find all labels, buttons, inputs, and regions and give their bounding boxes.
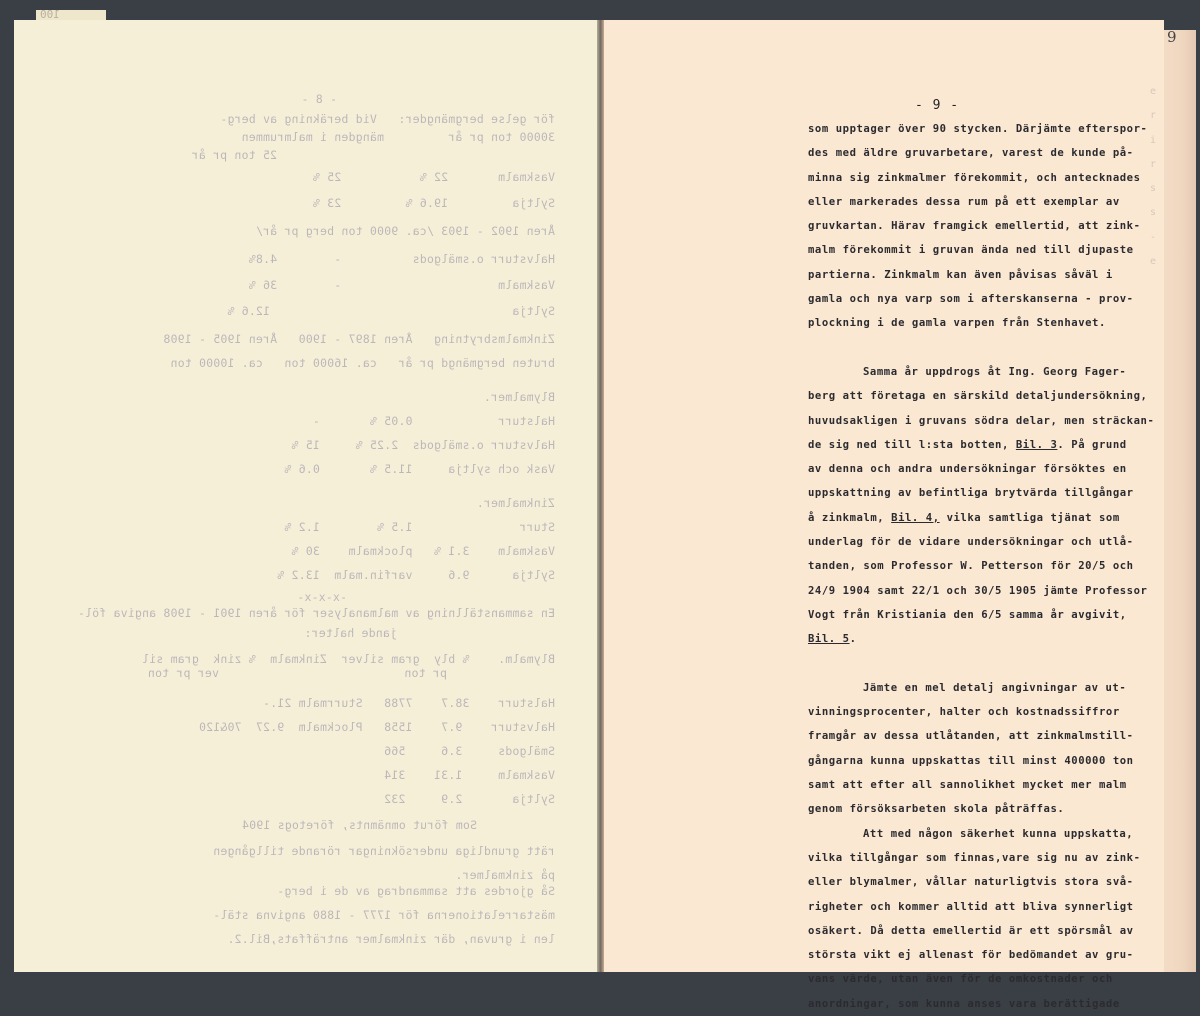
text-line <box>808 433 1148 457</box>
text-line: Vogt från Kristiania den 6/5 samma år avgivit, <box>808 608 1127 621</box>
book-gutter <box>597 20 604 972</box>
text-line: partierna. Zinkmalm kan även påvisas såväl i <box>808 268 1113 281</box>
left-corner-note: 100 <box>40 8 60 21</box>
text-span: . På grund <box>1057 438 1127 451</box>
appendix-reference: Bil. 4, <box>891 511 940 524</box>
text-line: anordningar, som kunna anses vara berättigade <box>808 997 1120 1010</box>
text-line: av denna och andra undersökningar försöktes en <box>808 463 1127 476</box>
bleed-through-text: - 8 - för gelse bergmängder: Vid beräkning av berg- 30000 ton pr år mängden i malmrummen 25 ton pr år Vaskmalm 22 % 25 % Syltja 19.6 % 23 % Åren 1902 - 1903 /ca. 9000 ton berg pr år/ Halvsturr o.smälgods - 4.8% Vaskmalm - 36 % Syltja 12.6 % Zinkmalmsbrytning Åren 1897 - 1900 Åren 1905 - 1908 bruten bergmängd pr år ca. 16000 ton ca. 10000 ton Blymalmer. Halsturr 0.05 % - Halvsturr o.smälgods 2.25 % 15 % Vask och syltja 11.5 % 0.6 % Zinkmalmer. Sturr 1.5 % 1.2 % Vaskmalm 3.1 % plockmalm 30 % Syltja 9.6 varfin.malm 13.2 % -x-x-x- En sammanställning av malmanalyser för åren 1901 - 1908 angiva föl- jande halter: Blymalm. % bly gram silver Zinkmalm % zink gram sil pr ton ver pr ton Halsturr 38.7 7788 Sturrmalm 21.- Halvsturr 9.7 1558 Plockmalm 9.27 70&120 Smälgods 3.6 566 Vaskmalm 1.31 314 Syltja 2.9 232 Som förut omnämnts, företogs 1904 rätt grundliga undersökningar rörande tillgången på zinkmalmer. Så gjordes att sammandrag av de i berg- mästarrelationerna för 1777 - 1880 angivna stäl- len i gruvan, där zinkmalmer anträffats,Bil.2. <box>77 92 555 946</box>
text-line: gamla och nya varp som i afterskanserna - prov- <box>808 293 1134 306</box>
right-edge-bleed: e r i r s s - e <box>1150 86 1157 268</box>
text-line: plockning i de gamla varpen från Stenhavet. <box>808 317 1106 330</box>
text-line: gruvkartan. Härav framgick emellertid, att zink- <box>808 220 1141 233</box>
text-line: malm förekommit i gruvan ända ned till djupaste <box>808 244 1134 257</box>
text-line <box>808 627 1148 651</box>
page-number: - 9 - <box>915 98 960 113</box>
text-span: de sig ned till l:sta botten, <box>808 438 1016 451</box>
text-span: . <box>849 633 857 646</box>
text-line: framgår av dessa utlåtanden, att zinkmalmstill- <box>808 730 1134 743</box>
text-line: uppskattning av befintliga brytvärda tillgångar <box>808 487 1134 500</box>
text-line: eller blymalmer, vållar naturligtvis stora svå- <box>808 876 1134 889</box>
text-line: vilka tillgångar som finnas,vare sig nu av zink- <box>808 851 1141 864</box>
text-line: righeter och kommer alltid att bliva synnerligt <box>808 900 1134 913</box>
text-line: genom försöksarbeten skola påträffas. <box>808 803 1065 816</box>
text-span: vilka samtliga tjänat som <box>939 511 1120 524</box>
text-line: gångarna kunna uppskattas till minst 400000 ton <box>808 754 1134 767</box>
text-line: des med äldre gruvarbetare, varest de kunde på- <box>808 147 1134 160</box>
text-line: osäkert. Då detta emellertid är ett spörsmål av <box>808 924 1134 937</box>
text-line: Samma år uppdrogs åt Ing. Georg Fager- <box>863 365 1127 378</box>
text-line: underlag för de vidare undersökningar och utlå- <box>808 536 1134 549</box>
text-line: samt att efter all sannolikhet mycket mer malm <box>808 779 1127 792</box>
text-line <box>808 506 1148 530</box>
text-line: huvudsakligen i gruvans södra delar, men sträckan- <box>808 414 1155 427</box>
text-line: eller markerades dessa rum på ett exemplar av <box>808 195 1120 208</box>
page-corner-note: 9 <box>1167 28 1177 46</box>
text-line: 24/9 1904 samt 22/1 och 30/5 1905 jämte Professor <box>808 584 1148 597</box>
text-line: största vikt ej allenast för bedömandet av gru- <box>808 949 1134 962</box>
text-line: Jämte en mel detalj angivningar av ut- <box>863 681 1127 694</box>
text-line: Att med någon säkerhet kunna uppskatta, <box>863 827 1134 840</box>
appendix-reference: Bil. 5 <box>808 633 850 646</box>
text-line: tanden, som Professor W. Petterson för 20/5 och <box>808 560 1134 573</box>
text-span: å zinkmalm, <box>808 511 892 524</box>
text-line: minna sig zinkmalmer förekommit, och antecknades <box>808 171 1141 184</box>
text-line: som upptager över 90 stycken. Därjämte efterspor- <box>808 123 1148 135</box>
text-line: berg att företaga en särskild detaljundersökning, <box>808 390 1148 403</box>
appendix-reference: Bil. 3 <box>1015 438 1058 451</box>
page-edge <box>1164 30 1196 972</box>
text-line: vans värde, utan även för de omkostnader och <box>808 973 1113 986</box>
text-line: vinningsprocenter, halter och kostnadssiffror <box>808 706 1120 719</box>
